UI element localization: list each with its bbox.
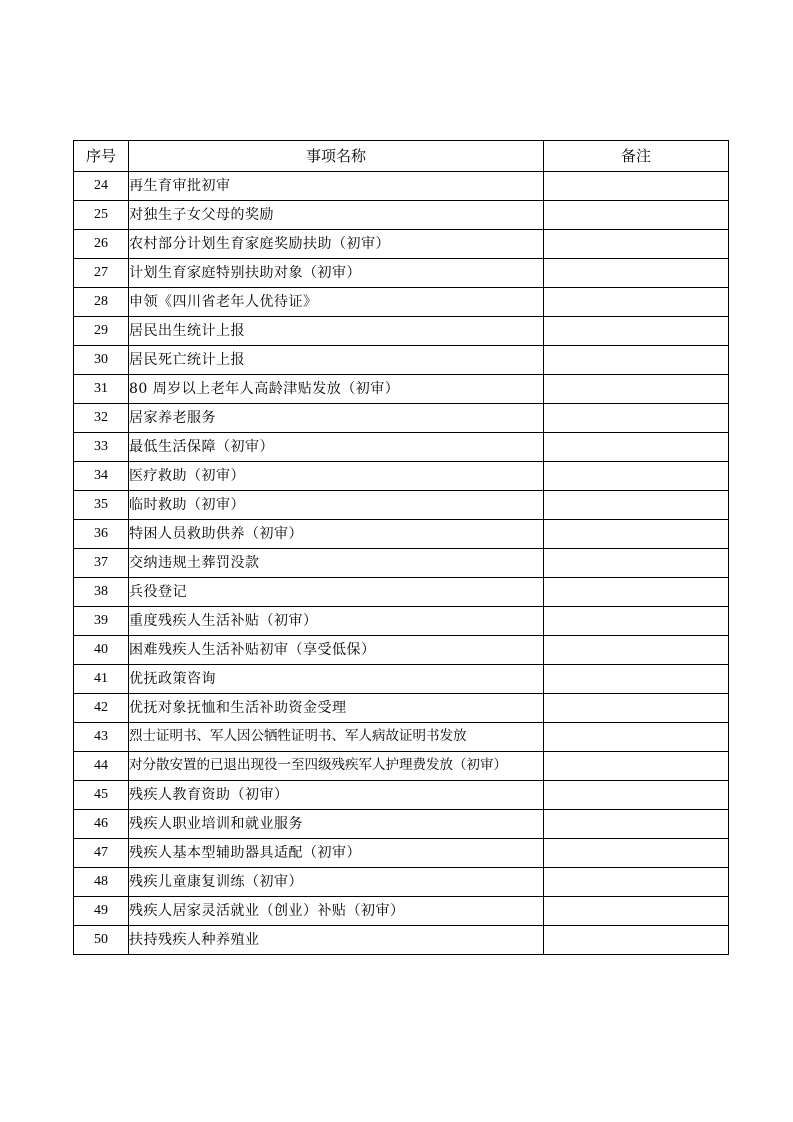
table-row <box>74 375 729 404</box>
remarks-cell <box>544 201 729 230</box>
table-row <box>74 578 729 607</box>
remarks-cell <box>544 259 729 288</box>
table-row <box>74 781 729 810</box>
serial-number-cell: 45 <box>74 781 129 810</box>
item-name-cell: 兵役登记 <box>129 578 544 607</box>
item-name-cell: 对独生子女父母的奖励 <box>129 201 544 230</box>
item-name-cell: 农村部分计划生育家庭奖励扶助（初审） <box>129 230 544 259</box>
remarks-cell <box>544 810 729 839</box>
remarks-cell <box>544 607 729 636</box>
header-remarks: 备注 <box>544 141 729 172</box>
serial-number-cell: 44 <box>74 752 129 781</box>
table-row <box>74 897 729 926</box>
table-row <box>74 201 729 230</box>
table-row <box>74 491 729 520</box>
serial-number-cell: 40 <box>74 636 129 665</box>
serial-number-cell: 32 <box>74 404 129 433</box>
item-name-cell: 扶持残疾人种养殖业 <box>129 926 544 955</box>
table-row <box>74 230 729 259</box>
serial-number-cell: 41 <box>74 665 129 694</box>
serial-number-cell: 28 <box>74 288 129 317</box>
item-name-cell: 残疾儿童康复训练（初审） <box>129 868 544 897</box>
serial-number-cell: 37 <box>74 549 129 578</box>
table-row <box>74 288 729 317</box>
header-row <box>74 141 729 172</box>
service-items-table <box>73 140 729 955</box>
remarks-cell <box>544 578 729 607</box>
remarks-cell <box>544 694 729 723</box>
serial-number-cell: 49 <box>74 897 129 926</box>
remarks-cell <box>544 491 729 520</box>
serial-number-cell: 42 <box>74 694 129 723</box>
remarks-cell <box>544 404 729 433</box>
table-row <box>74 868 729 897</box>
item-name-cell: 医疗救助（初审） <box>129 462 544 491</box>
remarks-cell <box>544 375 729 404</box>
table-row <box>74 607 729 636</box>
item-name-cell: 烈士证明书、军人因公牺牲证明书、军人病故证明书发放 <box>129 723 544 752</box>
remarks-cell <box>544 868 729 897</box>
table-row <box>74 520 729 549</box>
table-row <box>74 694 729 723</box>
serial-number-cell: 48 <box>74 868 129 897</box>
item-name-cell: 优抚政策咨询 <box>129 665 544 694</box>
serial-number-cell: 50 <box>74 926 129 955</box>
serial-number-cell: 33 <box>74 433 129 462</box>
item-name-cell: 居民出生统计上报 <box>129 317 544 346</box>
serial-number-cell: 38 <box>74 578 129 607</box>
remarks-cell <box>544 288 729 317</box>
table-row <box>74 317 729 346</box>
remarks-cell <box>544 549 729 578</box>
remarks-cell <box>544 346 729 375</box>
table-row <box>74 433 729 462</box>
table-row <box>74 549 729 578</box>
table-row <box>74 462 729 491</box>
table-row <box>74 723 729 752</box>
item-name-cell: 困难残疾人生活补贴初审（享受低保） <box>129 636 544 665</box>
item-name-cell: 优抚对象抚恤和生活补助资金受理 <box>129 694 544 723</box>
remarks-cell <box>544 665 729 694</box>
serial-number-cell: 36 <box>74 520 129 549</box>
item-name-cell: 对分散安置的已退出现役一至四级残疾军人护理费发放（初审） <box>129 752 544 781</box>
serial-number-cell: 31 <box>74 375 129 404</box>
remarks-cell <box>544 723 729 752</box>
serial-number-cell: 46 <box>74 810 129 839</box>
serial-number-cell: 27 <box>74 259 129 288</box>
header-serial-number: 序号 <box>74 141 129 172</box>
table-row <box>74 404 729 433</box>
serial-number-cell: 43 <box>74 723 129 752</box>
item-name-cell: 最低生活保障（初审） <box>129 433 544 462</box>
item-name-cell: 残疾人居家灵活就业（创业）补贴（初审） <box>129 897 544 926</box>
remarks-cell <box>544 520 729 549</box>
table-header <box>74 141 729 172</box>
table-row <box>74 926 729 955</box>
item-name-cell: 临时救助（初审） <box>129 491 544 520</box>
item-name-cell: 交纳违规土葬罚没款 <box>129 549 544 578</box>
item-name-cell: 残疾人基本型辅助器具适配（初审） <box>129 839 544 868</box>
serial-number-cell: 30 <box>74 346 129 375</box>
remarks-cell <box>544 839 729 868</box>
serial-number-cell: 25 <box>74 201 129 230</box>
remarks-cell <box>544 781 729 810</box>
serial-number-cell: 26 <box>74 230 129 259</box>
item-name-cell: 残疾人教育资助（初审） <box>129 781 544 810</box>
serial-number-cell: 24 <box>74 172 129 201</box>
item-name-cell: 特困人员救助供养（初审） <box>129 520 544 549</box>
item-name-cell: 居家养老服务 <box>129 404 544 433</box>
table-row <box>74 636 729 665</box>
remarks-cell <box>544 462 729 491</box>
serial-number-cell: 47 <box>74 839 129 868</box>
header-item-name: 事项名称 <box>129 141 544 172</box>
item-name-cell: 居民死亡统计上报 <box>129 346 544 375</box>
table-row <box>74 810 729 839</box>
table-row <box>74 665 729 694</box>
item-name-cell: 计划生育家庭特别扶助对象（初审） <box>129 259 544 288</box>
remarks-cell <box>544 926 729 955</box>
serial-number-cell: 39 <box>74 607 129 636</box>
table-body <box>74 172 729 955</box>
remarks-cell <box>544 230 729 259</box>
remarks-cell <box>544 433 729 462</box>
remarks-cell <box>544 897 729 926</box>
item-name-cell: 再生育审批初审 <box>129 172 544 201</box>
table-row <box>74 839 729 868</box>
item-name-cell: 重度残疾人生活补贴（初审） <box>129 607 544 636</box>
remarks-cell <box>544 172 729 201</box>
remarks-cell <box>544 636 729 665</box>
table-row <box>74 752 729 781</box>
table-row <box>74 346 729 375</box>
serial-number-cell: 34 <box>74 462 129 491</box>
serial-number-cell: 29 <box>74 317 129 346</box>
table-row <box>74 259 729 288</box>
remarks-cell <box>544 752 729 781</box>
item-name-cell: 80 周岁以上老年人高龄津贴发放（初审） <box>129 375 544 404</box>
item-name-cell: 申领《四川省老年人优待证》 <box>129 288 544 317</box>
serial-number-cell: 35 <box>74 491 129 520</box>
remarks-cell <box>544 317 729 346</box>
item-name-cell: 残疾人职业培训和就业服务 <box>129 810 544 839</box>
table-row <box>74 172 729 201</box>
